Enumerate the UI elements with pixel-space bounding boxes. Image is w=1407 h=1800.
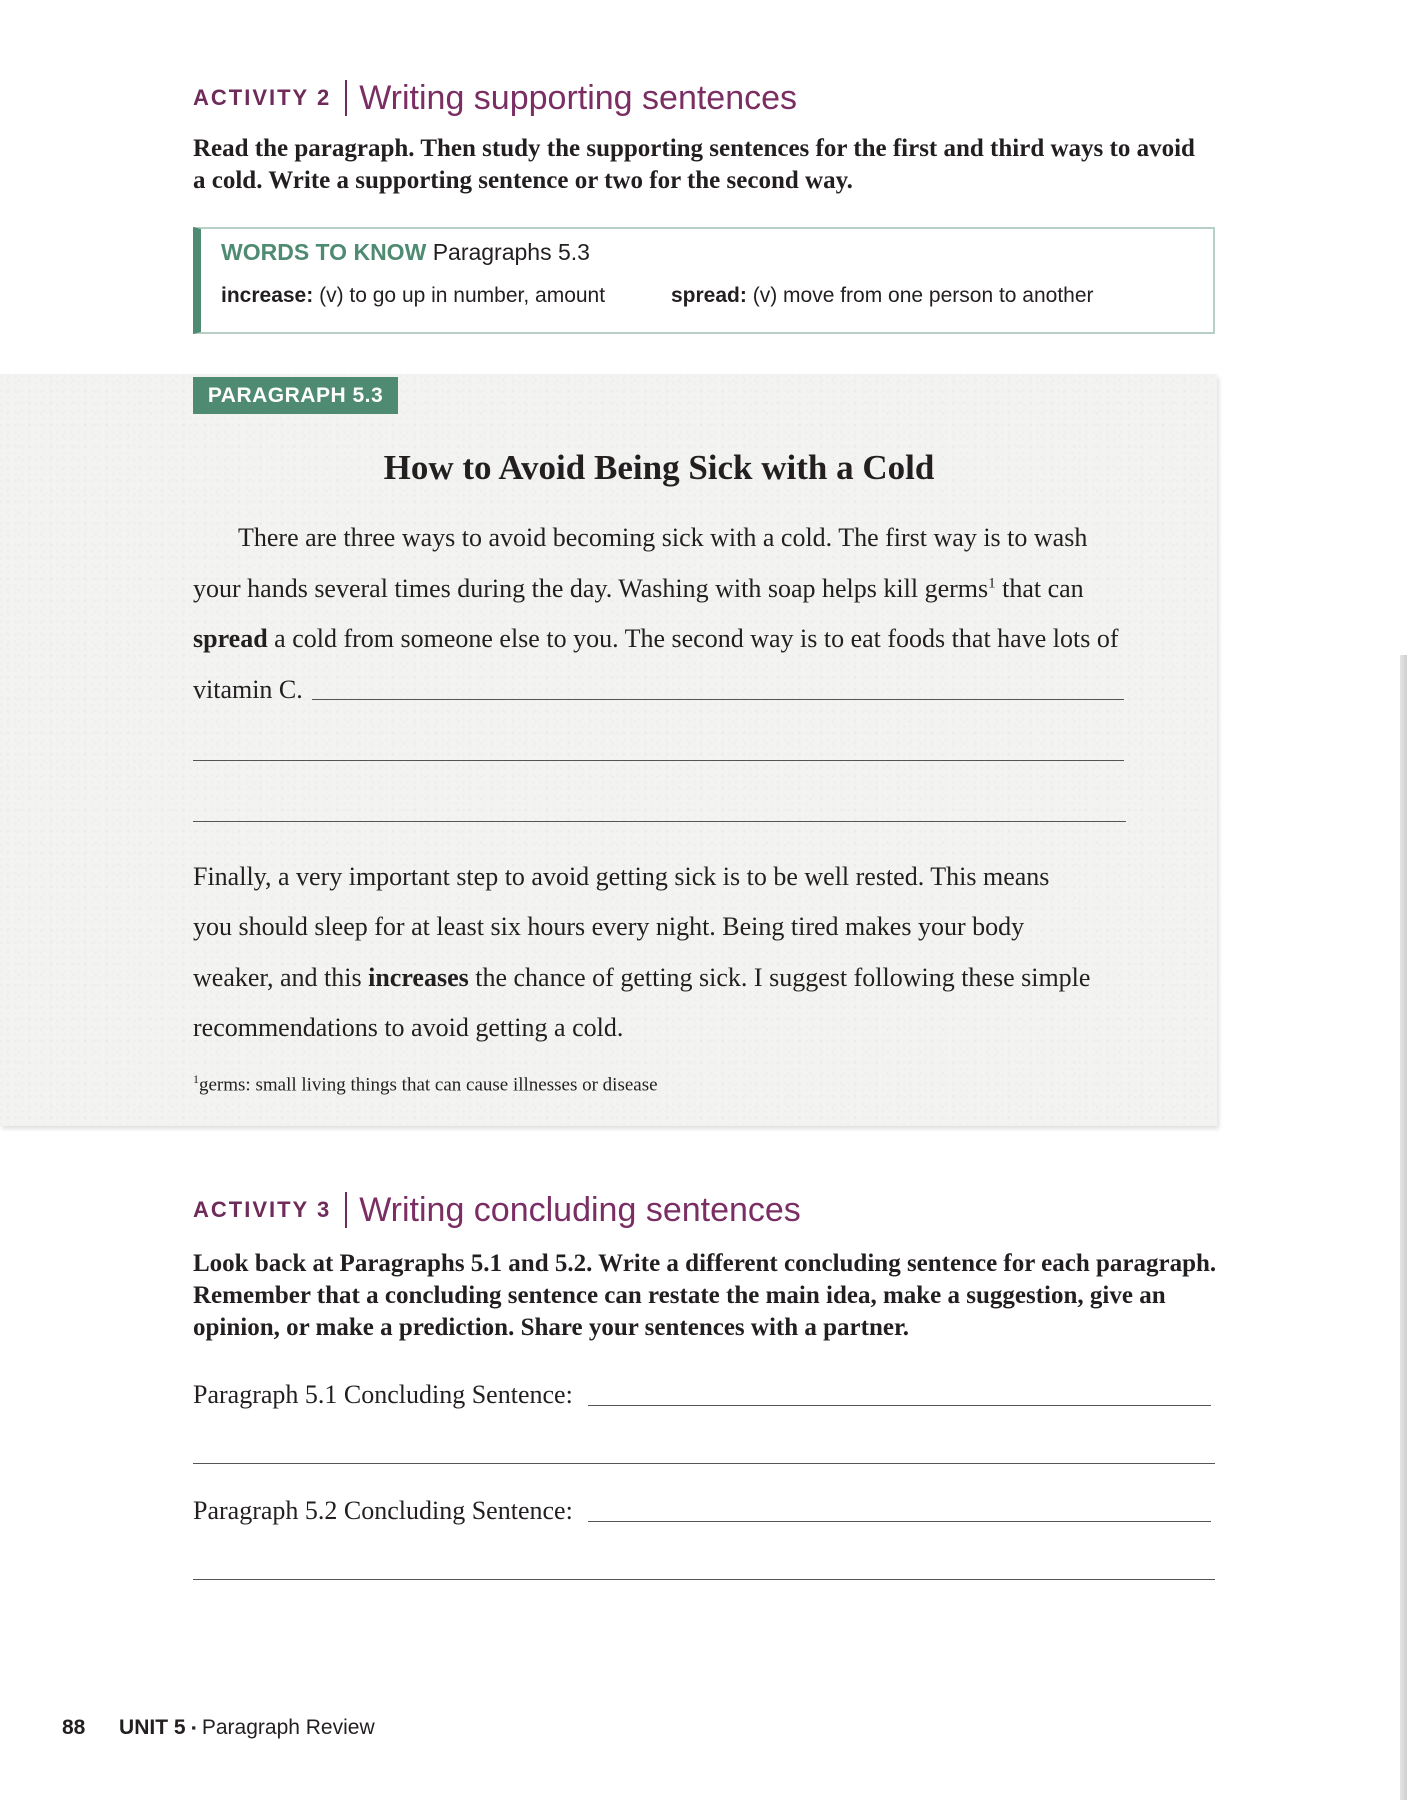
footnote-text: germs: small living things that can cause illnesses or disease	[199, 1074, 658, 1096]
text-run: the chance of getting sick. I suggest following these simple	[468, 963, 1091, 992]
definition-term: spread:	[671, 284, 747, 307]
definition-text: (v) move from one person to another	[752, 284, 1094, 307]
answer-line[interactable]	[588, 1521, 1211, 1522]
paragraph-line	[193, 963, 1090, 993]
answer-line[interactable]	[312, 699, 1124, 700]
page-edge	[1400, 655, 1407, 1800]
vocab-word: spread	[193, 624, 268, 653]
footnote-marker: 1	[988, 575, 996, 592]
answer-line[interactable]	[588, 1405, 1211, 1406]
activity-2-title: Writing supporting sentences	[359, 78, 798, 117]
prompt-5-2: Paragraph 5.2 Concluding Sentence:	[193, 1496, 573, 1525]
paragraph-title: How to Avoid Being Sick with a Cold	[383, 448, 935, 487]
activity-3-title: Writing concluding sentences	[359, 1190, 801, 1229]
footnote	[193, 1072, 658, 1096]
words-to-know-box	[193, 227, 1215, 334]
instruction-line: a cold. Write a supporting sentence or two for the second way.	[193, 167, 853, 194]
answer-line[interactable]	[193, 821, 1126, 822]
prompt-5-1: Paragraph 5.1 Concluding Sentence:	[193, 1380, 573, 1409]
text-run: your hands several times during the day. Washing with soap helps kill germs	[193, 574, 989, 603]
section-label: Paragraph Review	[201, 1716, 375, 1739]
words-to-know-ref: Paragraphs 5.3	[432, 239, 590, 265]
answer-line[interactable]	[193, 1463, 1215, 1464]
activity-2-label: ACTIVITY 2	[193, 85, 332, 110]
text-run: weaker, and this	[193, 963, 369, 992]
definition-text: (v) to go up in number, amount	[319, 284, 606, 307]
paragraph-line	[193, 624, 1118, 654]
definition-spread	[671, 284, 1094, 308]
instruction-line: Read the paragraph. Then study the supporting sentences for the first and third ways to avoid	[193, 135, 1195, 162]
heading-divider	[345, 1192, 347, 1228]
words-to-know-heading	[221, 239, 590, 266]
page-footer	[62, 1716, 375, 1740]
unit-label: UNIT 5	[119, 1716, 186, 1739]
paragraph-line: Finally, a very important step to avoid getting sick is to be well rested. This means	[193, 862, 1050, 891]
vocab-word: increases	[368, 963, 469, 992]
text-run: a cold from someone else to you. The second way is to eat foods that have lots of	[267, 624, 1119, 653]
definition-term: increase:	[221, 284, 314, 307]
footnote-number: 1	[193, 1072, 199, 1086]
instruction-line: Look back at Paragraphs 5.1 and 5.2. Write a different concluding sentence for each paragraph.	[193, 1250, 1217, 1277]
paragraph-line	[193, 574, 1084, 604]
paragraph-line: you should sleep for at least six hours every night. Being tired makes your body	[193, 912, 1025, 941]
text-run: that can	[995, 574, 1084, 603]
activity-2-heading	[193, 76, 797, 120]
paragraph-line: vitamin C.	[193, 675, 303, 704]
answer-line[interactable]	[193, 1579, 1215, 1580]
definition-increase	[221, 284, 605, 308]
activity-3-heading	[193, 1188, 801, 1232]
paragraph-line: recommendations to avoid getting a cold.	[193, 1013, 624, 1042]
answer-line[interactable]	[193, 760, 1124, 761]
activity-3-label: ACTIVITY 3	[193, 1197, 332, 1222]
words-to-know-label: WORDS TO KNOW	[221, 239, 427, 265]
paragraph-line: There are three ways to avoid becoming sick with a cold. The first way is to wash	[238, 523, 1088, 552]
activity-3-instructions	[193, 1248, 1233, 1344]
bullet: ▪	[191, 1720, 197, 1735]
heading-divider	[345, 80, 347, 116]
activity-2-instructions	[193, 133, 1223, 197]
paragraph-tag: PARAGRAPH 5.3	[193, 377, 398, 414]
instruction-line: opinion, or make a prediction. Share your sentences with a partner.	[193, 1314, 910, 1341]
page-number: 88	[62, 1716, 86, 1739]
instruction-line: Remember that a concluding sentence can restate the main idea, make a suggestion, give an	[193, 1282, 1166, 1309]
